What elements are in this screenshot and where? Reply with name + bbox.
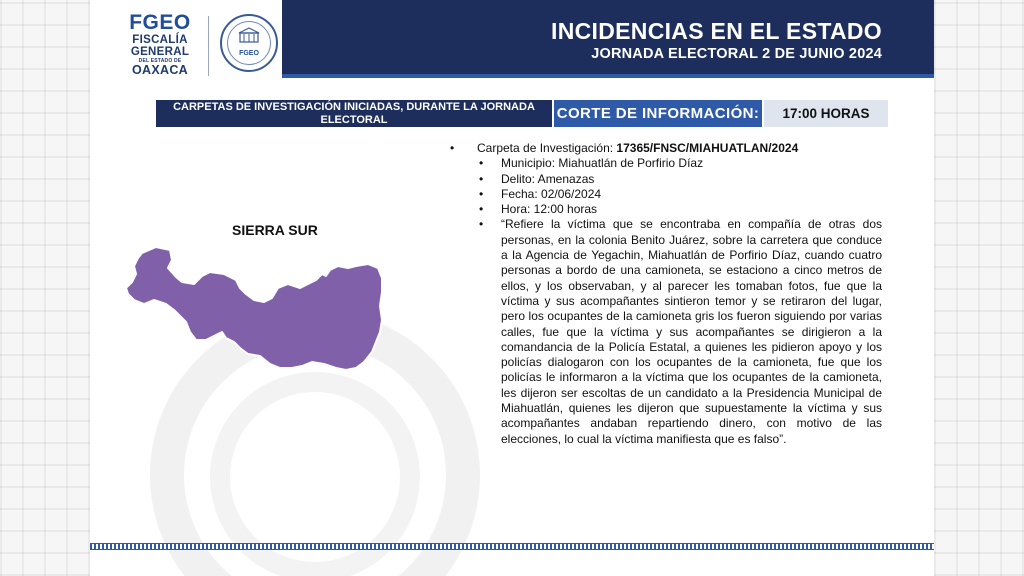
municipio-item: • Municipio: Miahuatlán de Porfirio Díaz	[450, 156, 882, 171]
logo-line-del-estado: DEL ESTADO DE	[138, 58, 182, 64]
narrative-item: • “Refiere la víctima que se encontraba en compañía de otras dos personas, en la colonia Benito Juárez, sobre la carretera que conduce a la Agencia de Yegachin, Miahuatlán de Porfirio Díaz, cuando cuatro personas a bordo de una camioneta, se estaciono a cinco metros de ellos, y los observaban, y al parecer les tomaban fotos, fue que la víctima y sus acompañantes sintieron temor y se retiraron del lugar, pero los ocupantes de la camioneta gris los fueron siguiendo por varias calles, fue que la víctima y sus acompañantes se dirigieron a la comandancia de la Policía Estatal, a quienes les pidieron apoyo y los policías dialogaron con los ocupantes de la camioneta, fue que los policías le informaron a la víctima que los ocupantes de la camioneta, les dijeron ser escoltas de un candidato a la Presidencia Municipal de Miahuatlán, quienes les dijeron que supuestamente la víctima y sus acompañantes andaban repartiendo dinero, con motivo de las elecciones, lo cual la víctima manifiesta que es falso”.	[450, 217, 882, 446]
logo-wordmark	[114, 12, 206, 77]
right-background-pattern	[934, 0, 1024, 576]
sierra-sur-region-map	[124, 244, 394, 374]
delito-item: • Delito: Amenazas	[450, 172, 882, 187]
building-icon	[237, 27, 261, 45]
logo-brand: FGEO	[129, 11, 191, 34]
logo-divider	[208, 16, 209, 76]
fecha-item: • Fecha: 02/06/2024	[450, 187, 882, 202]
case-number-item	[450, 141, 882, 156]
page-title: INCIDENCIAS EN EL ESTADO	[551, 18, 882, 44]
footer-strip	[90, 543, 934, 550]
page-subtitle: JORNADA ELECTORAL 2 DE JUNIO 2024	[591, 46, 882, 62]
case-details	[450, 141, 882, 447]
logo-line-fiscalia: FISCALÍA	[132, 34, 188, 46]
corte-time: 17:00 HORAS	[764, 100, 888, 127]
seal-label: FGEO	[239, 50, 259, 57]
left-background-pattern	[0, 0, 90, 576]
header-bar	[282, 0, 934, 74]
case-number: 17365/FNSC/MIAHUATLAN/2024	[616, 141, 799, 155]
carpetas-heading: CARPETAS DE INVESTIGACIÓN INICIADAS, DURANTE LA JORNADA ELECTORAL	[156, 100, 552, 127]
fgeo-seal-icon	[220, 14, 278, 72]
slide	[90, 0, 934, 576]
case-number-label: Carpeta de Investigación:	[477, 141, 617, 155]
logo-line-general: GENERAL	[130, 46, 190, 58]
corte-label: CORTE DE INFORMACIÓN:	[554, 100, 762, 127]
region-shape	[126, 247, 382, 370]
logo-line-oaxaca: OAXACA	[132, 63, 188, 77]
region-label: SIERRA SUR	[232, 222, 318, 238]
hora-item: • Hora: 12:00 horas	[450, 202, 882, 217]
